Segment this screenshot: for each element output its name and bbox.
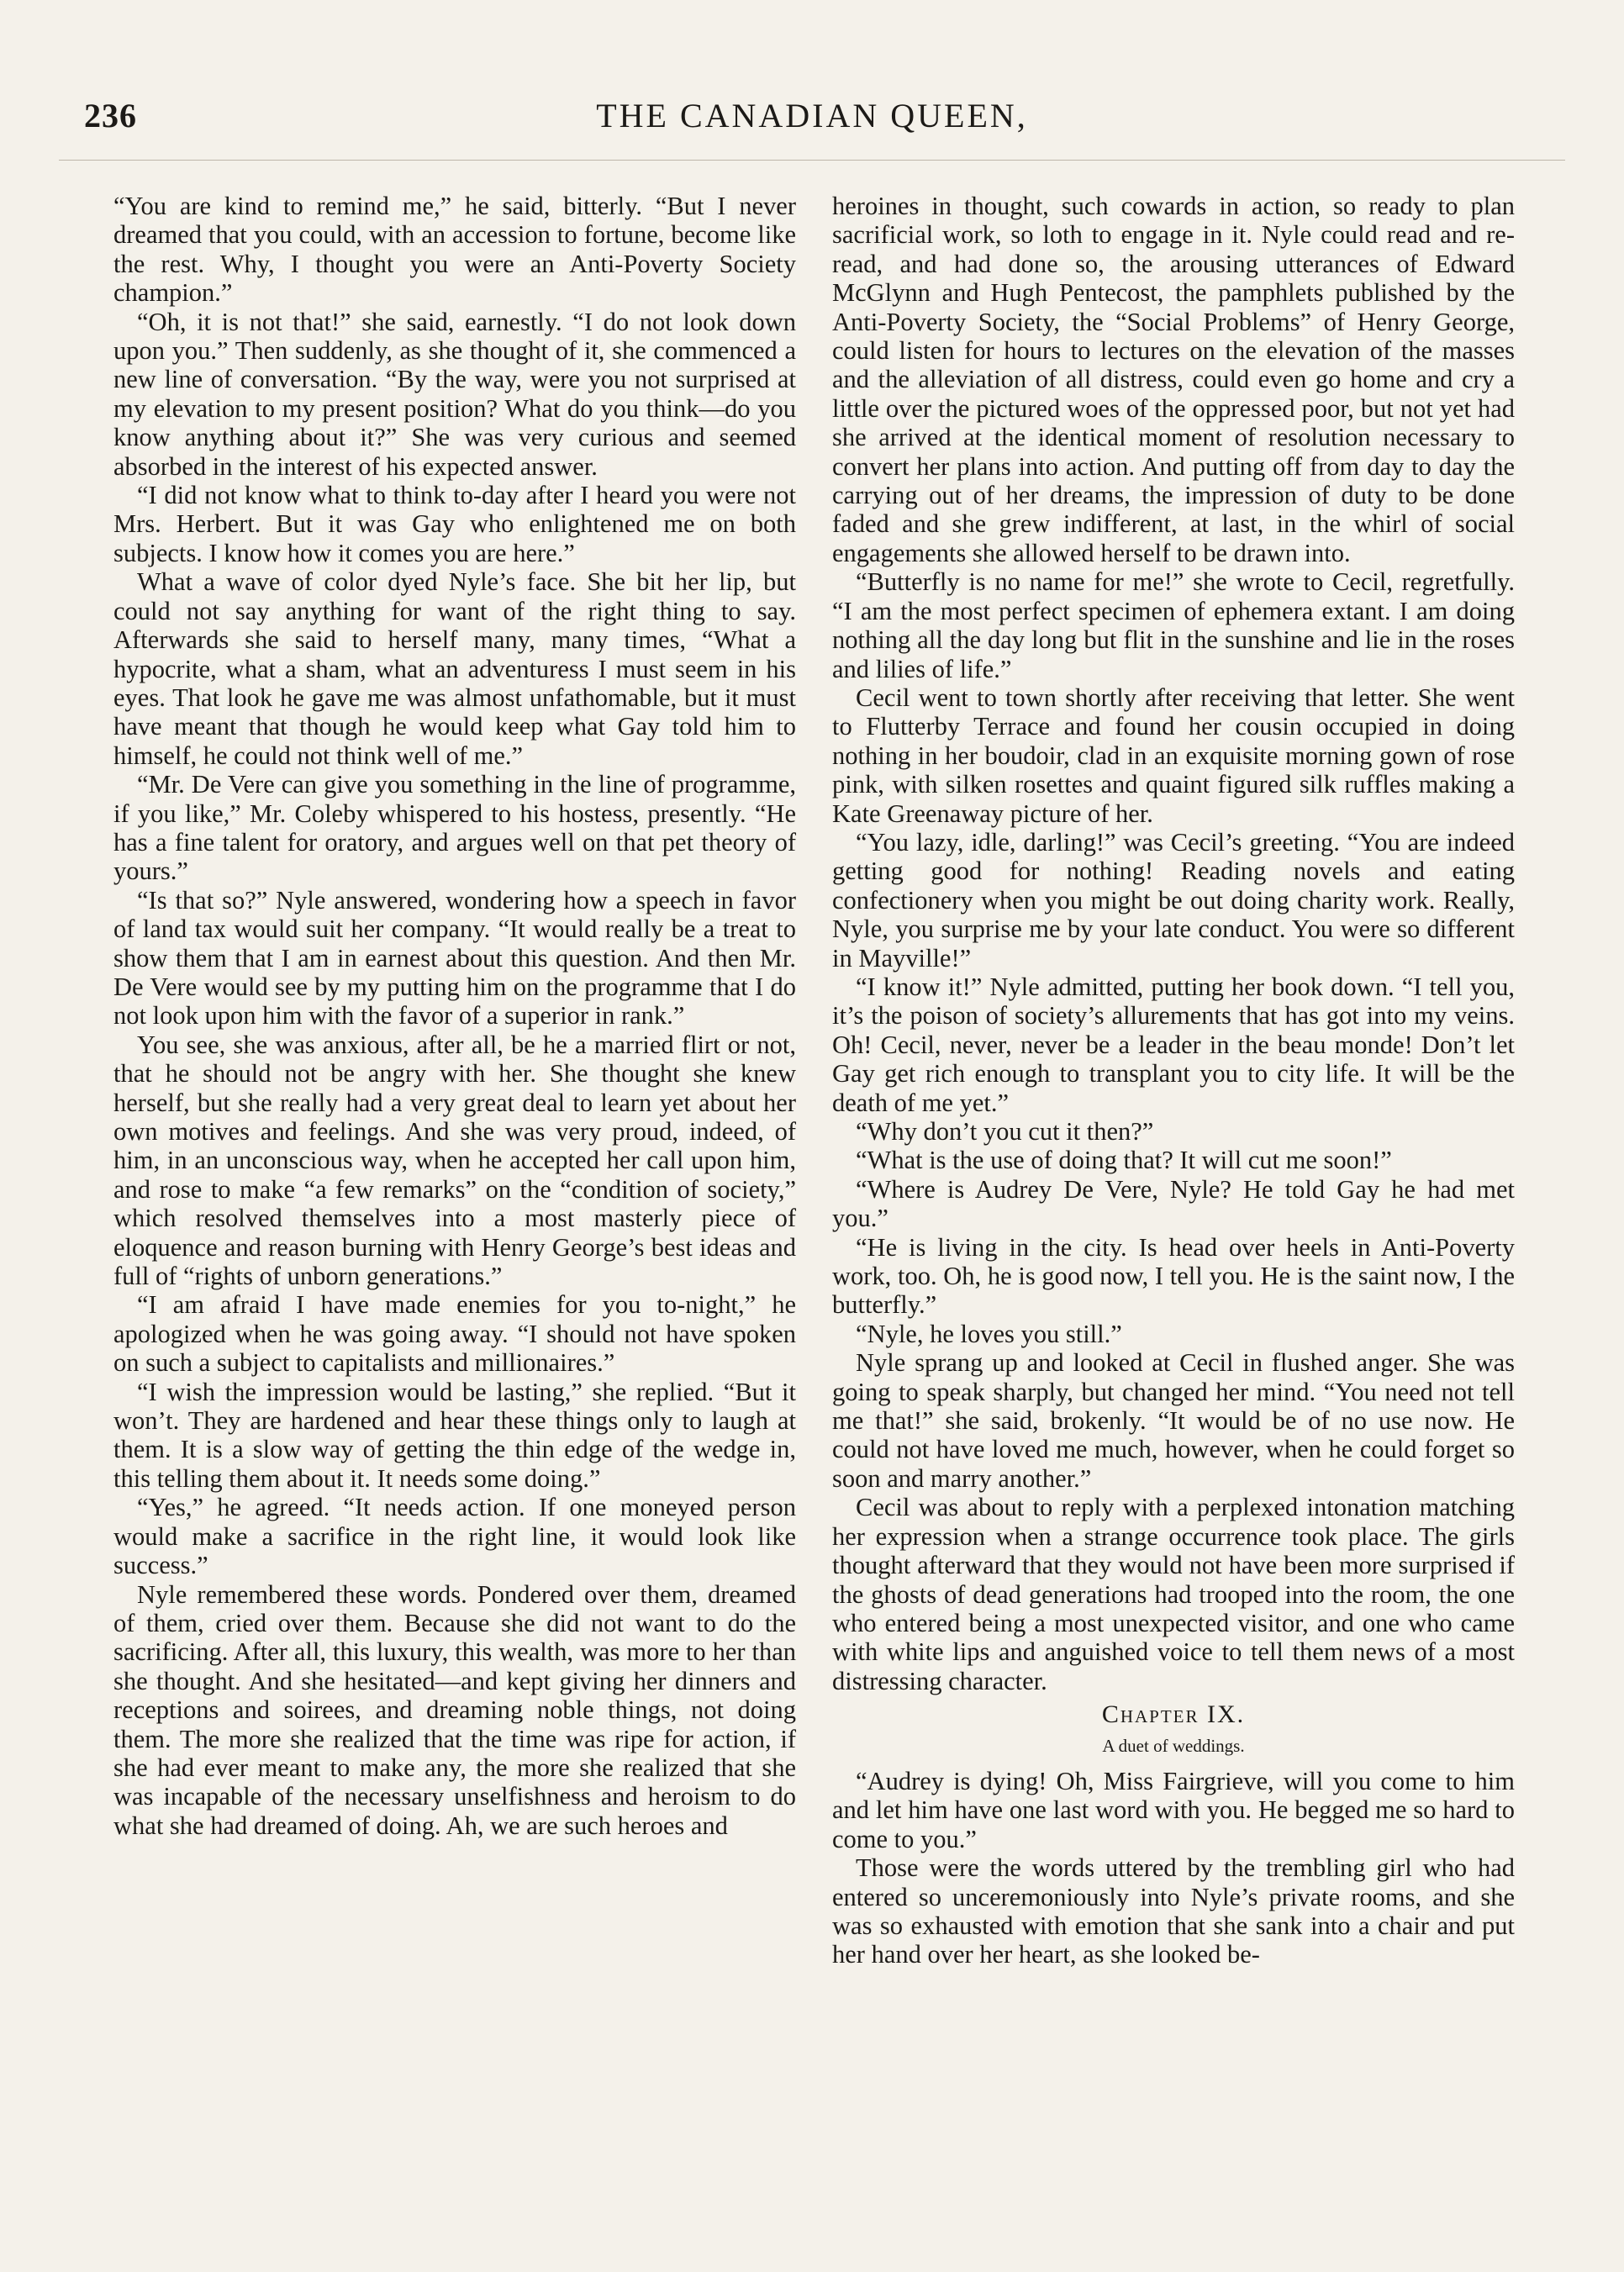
paragraph: What a wave of color dyed Nyle’s face. She bit her lip, but could not say anything for want of the right thing to say. Afterwards she said to herself many, many times, “What a hypocrite, what a sham, what an adventuress I must seem in his eyes. That look he gave me was almost unfathomable, but it must have meant that though he would keep what Gay told him to himself, he could not think well of me.” — [113, 567, 796, 770]
paragraph: “I wish the impression would be lasting,” she replied. “But it won’t. They are hardened and hear these things only to laugh at them. It is a slow way of getting the thin edge of the wedge in, this telling them about it. It needs some doing.” — [113, 1377, 796, 1493]
paragraph: You see, she was anxious, after all, be he a married flirt or not, that he should not be angry with her. She thought she knew herself, but she really had a very great deal to learn yet about her own motives and feelings. And she was very proud, indeed, of him, in an unconscious way, when he accepted her call upon him, and rose to make “a few remarks” on the “condition of society,” which resolved themselves into a most masterly piece of eloquence and reason burning with Henry George’s best ideas and full of “rights of unborn generations.” — [113, 1030, 796, 1291]
paragraph: “He is living in the city. Is head over heels in Anti-Poverty work, too. Oh, he is good now, I tell you. He is the saint now, I the butterfly.” — [832, 1232, 1515, 1320]
header-divider — [59, 160, 1565, 161]
paragraph: “Where is Audrey De Vere, Nyle? He told Gay he had met you.” — [832, 1174, 1515, 1233]
paragraph: “I know it!” Nyle admitted, putting her book down. “I tell you, it’s the poison of society’s allurements that has got into my veins. Oh! Cecil, never, never be a leader in the beau monde! Don’t let Gay get rich enough to transplant you to city life. It will be the death of me yet.” — [832, 972, 1515, 1117]
paragraph: “Butterfly is no name for me!” she wrote to Cecil, regretfully. “I am the most perfect specimen of ephemera extant. I am doing nothing all the day long but flit in the sunshine and lie in the roses and lilies of life.” — [832, 567, 1515, 683]
paragraph: Nyle remembered these words. Pondered over them, dreamed of them, cried over them. Because she did not want to do the sacrificing. After all, this luxury, this wealth, was more to her than she thought. And she hesitated—and kept giving her dinners and receptions and soirees, and dreaming noble things, not doing them. The more she realized that the time was ripe for action, if she had ever meant to make any, the more she realized that she was incapable of the necessary unselfishness and heroism to do what she had dreamed of doing. Ah, we are such heroes and — [113, 1579, 796, 1840]
chapter-subtitle: A duet of weddings. — [1102, 1735, 1245, 1756]
paragraph: “Is that so?” Nyle answered, wondering how a speech in favor of land tax would suit her company. “It would really be a treat to show them that I am in earnest about this question. And then Mr. De Vere would see by my putting him on the programme that I do not look upon him with the favor of a superior in rank.” — [113, 885, 796, 1031]
page-header — [59, 91, 1565, 141]
paragraph: Nyle sprang up and looked at Cecil in flushed anger. She was going to speak sharply, but changed her mind. “You need not tell me that!” she said, brokenly. “It would be of no use now. He could not have loved me much, however, when he could forget so soon and marry another.” — [832, 1348, 1515, 1493]
paragraph: Those were the words uttered by the trembling girl who had entered so unceremoniously into Nyle’s private rooms, and she was so exhausted with emotion that she sank into a chair and put her hand over her heart, as she looked be- — [832, 1853, 1515, 1969]
paragraph: “You lazy, idle, darling!” was Cecil’s greeting. “You are indeed getting good for nothing! Reading novels and eating confectionery when you might be out doing charity work. Really, Nyle, you surprise me by your late conduct. You were so different in Mayville!” — [832, 827, 1515, 973]
paragraph: “Audrey is dying! Oh, Miss Fairgrieve, will you come to him and let him have one last word with you. He begged me so hard to come to you.” — [832, 1766, 1515, 1853]
paragraph: Cecil went to town shortly after receiving that letter. She went to Flutterby Terrace and found her cousin occupied in doing nothing in her boudoir, clad in an exquisite morning gown of rose pink, with silken rosettes and quaint figured silk ruffles making a Kate Greenaway picture of her. — [832, 683, 1515, 828]
paragraph: “Yes,” he agreed. “It needs action. If one moneyed person would make a sacrifice in the right line, it would look like success.” — [113, 1493, 796, 1580]
left-column — [113, 192, 796, 1840]
paragraph: “You are kind to remind me,” he said, bitterly. “But I never dreamed that you could, with an accession to fortune, become like the rest. Why, I thought you were an Anti-Poverty Society champion.” — [113, 192, 796, 308]
running-title: THE CANADIAN QUEEN, — [596, 97, 1028, 134]
paragraph: “I am afraid I have made enemies for you to-night,” he apologized when he was going away. “I should not have spoken on such a subject to capitalists and millionaires.” — [113, 1290, 796, 1378]
paragraph: “Why don’t you cut it then?” — [856, 1117, 1154, 1146]
paragraph: “Oh, it is not that!” she said, earnestly. “I do not look down upon you.” Then suddenly, as she thought of it, she commenced a new line of conversation. “By the way, were you not surprised at my elevation to my present position? What do you think—do you know anything about it?” She was very curious and seemed absorbed in the interest of his expected answer. — [113, 307, 796, 481]
chapter-heading: Chapter IX. — [1101, 1700, 1246, 1729]
paragraph: “Mr. De Vere can give you something in the line of programme, if you like,” Mr. Coleby whispered to his hostess, presently. “He has a fine talent for oratory, and argues well on that pet theory of yours.” — [113, 770, 796, 886]
paragraph: “What is the use of doing that? It will cut me soon!” — [856, 1146, 1392, 1175]
page-number: 236 — [84, 97, 137, 134]
right-column — [832, 192, 1515, 1969]
paragraph: “Nyle, he loves you still.” — [856, 1319, 1122, 1348]
paragraph: heroines in thought, such cowards in action, so ready to plan sacrificial work, so loth to engage in it. Nyle could read and re-read, and had done so, the arousing utterances of Edward McGlynn and Hugh Pentecost, the pamphlets published by the Anti-Poverty Society, the “Social Problems” of Henry George, could listen for hours to lectures on the elevation of the masses and the alleviation of all distress, could even go home and cry a little over the pictured woes of the oppressed poor, but not yet had she arrived at the identical moment of resolution necessary to convert her plans into action. And putting off from day to day the carrying out of her dreams, the impression of duty to be done faded and she grew indifferent, at last, in the whirl of social engagements she allowed herself to be drawn into. — [832, 192, 1515, 567]
paragraph: Cecil was about to reply with a perplexed intonation matching her expression when a strange occurrence took place. The girls thought afterward that they would not have been more surprised if the ghosts of dead generations had trooped into the room, the one who entered being a most unexpected visitor, and one who came with white lips and anguished voice to tell them news of a most distressing character. — [832, 1493, 1515, 1695]
paragraph: “I did not know what to think to-day after I heard you were not Mrs. Herbert. But it was Gay who enlightened me on both subjects. I know how it comes you are here.” — [113, 481, 796, 567]
